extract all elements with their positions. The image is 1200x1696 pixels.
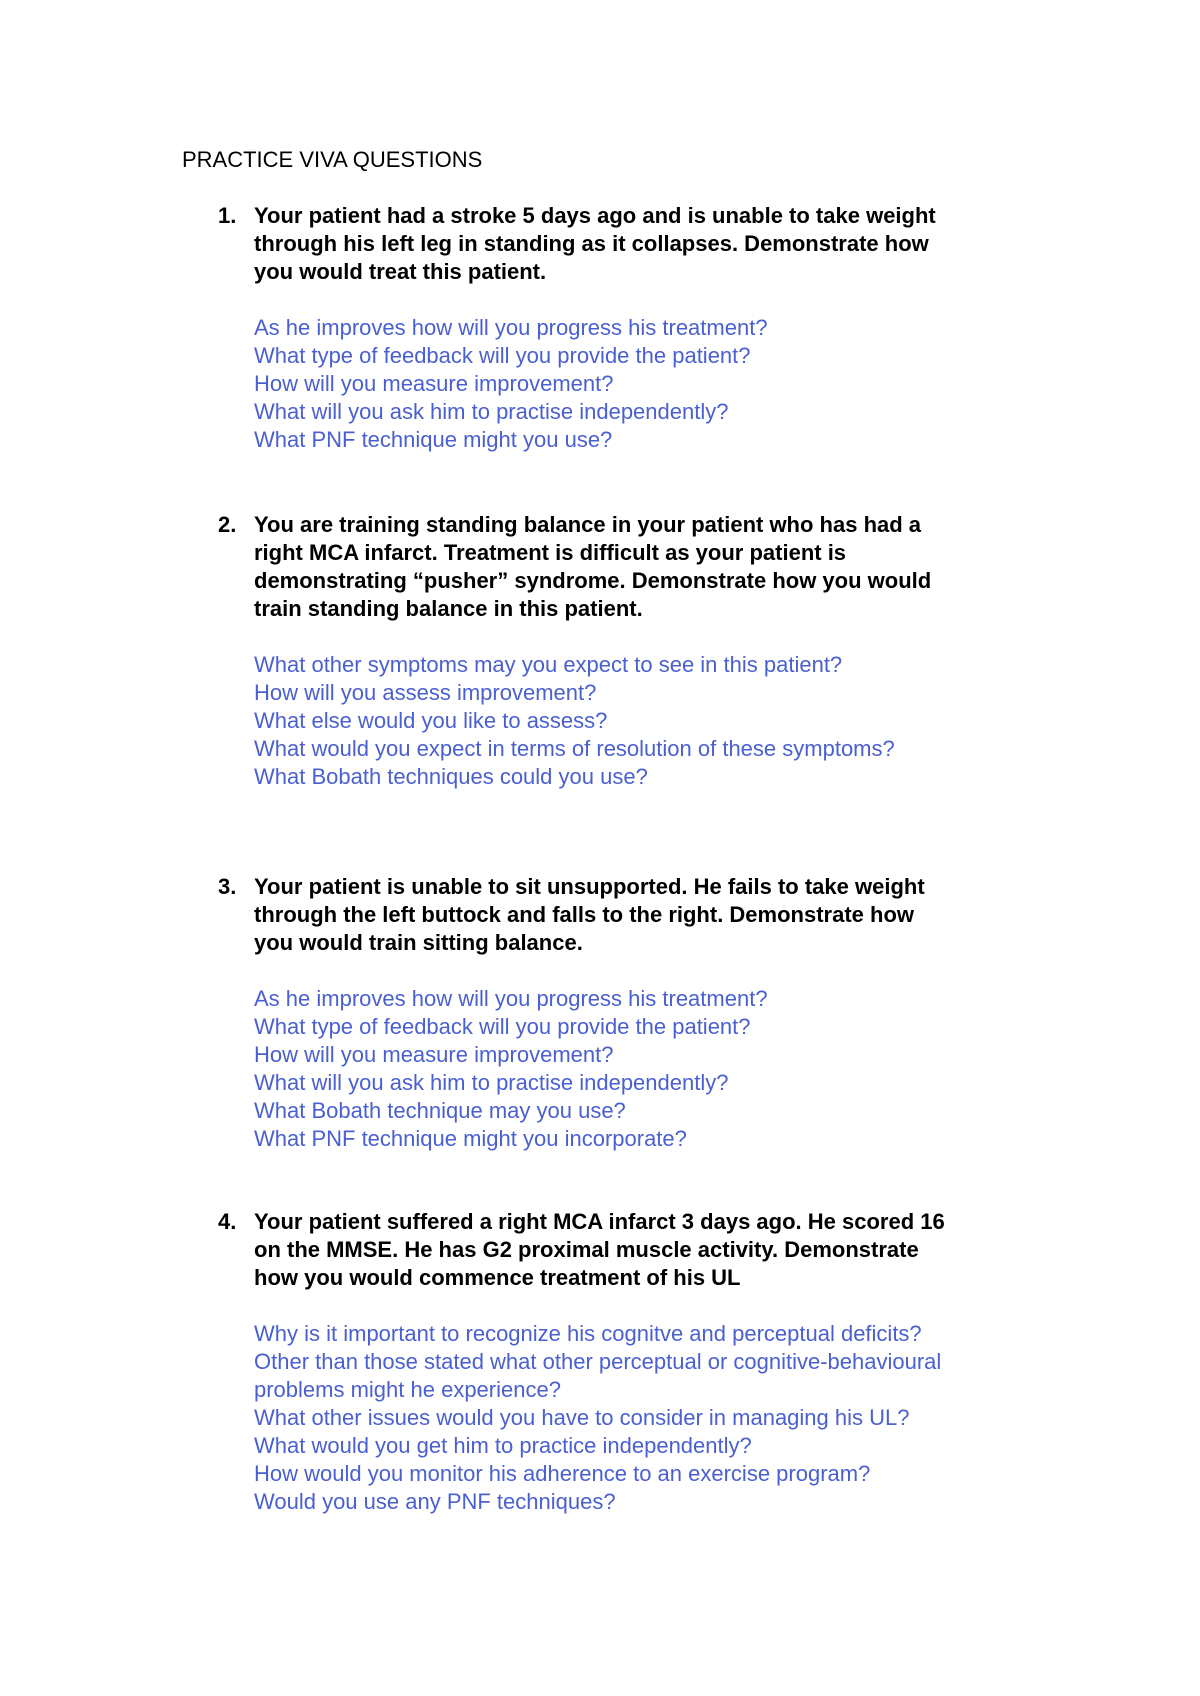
question-4: [182, 1208, 1062, 1516]
followup-question: As he improves how will you progress his treatment?: [254, 315, 768, 340]
question-text: Your patient had a stroke 5 days ago and is unable to take weight through his left leg in standing as it collapses. Demonstrate how you would treat this patient.: [254, 203, 936, 284]
followup-question: How will you assess improvement?: [254, 680, 597, 705]
question-text: Your patient is unable to sit unsupported. He fails to take weight through the left buttock and falls to the right. Demonstrate how you would train sitting balance.: [254, 874, 925, 955]
page-title: PRACTICE VIVA QUESTIONS: [182, 147, 483, 172]
followup-list: [182, 651, 1062, 791]
followup-question: What will you ask him to practise independently?: [254, 1070, 729, 1095]
followup-question: What Bobath technique may you use?: [254, 1098, 626, 1123]
question-3: [182, 873, 1062, 1153]
question-prompt: [182, 202, 1062, 286]
followup-question: What other issues would you have to consider in managing his UL?: [254, 1405, 910, 1430]
followup-question: What PNF technique might you incorporate?: [254, 1126, 687, 1151]
question-number: 1.: [218, 203, 237, 228]
followup-list: [182, 1320, 1062, 1516]
question-prompt: [182, 873, 1062, 957]
question-text: Your patient suffered a right MCA infarct 3 days ago. He scored 16 on the MMSE. He has G2 proximal muscle activity. Demonstrate how you would commence treatment of his UL: [254, 1209, 945, 1290]
question-number: 4.: [218, 1209, 237, 1234]
question-2: [182, 511, 1062, 791]
followup-question: What type of feedback will you provide the patient?: [254, 343, 751, 368]
followup-question: How will you measure improvement?: [254, 371, 614, 396]
followup-question: What type of feedback will you provide the patient?: [254, 1014, 751, 1039]
followup-list: [182, 985, 1062, 1153]
question-1: [182, 202, 1062, 454]
followup-question: Why is it important to recognize his cognitve and perceptual deficits?: [254, 1321, 922, 1346]
question-prompt: [182, 1208, 1062, 1292]
followup-question: Other than those stated what other perceptual or cognitive-behavioural problems might he experience?: [254, 1349, 942, 1402]
question-prompt: [182, 511, 1062, 623]
followup-question: What would you expect in terms of resolution of these symptoms?: [254, 736, 895, 761]
followup-question: What will you ask him to practise independently?: [254, 399, 729, 424]
followup-question: What Bobath techniques could you use?: [254, 764, 648, 789]
followup-question: As he improves how will you progress his treatment?: [254, 986, 768, 1011]
followup-question: What PNF technique might you use?: [254, 427, 613, 452]
followup-question: What would you get him to practice independently?: [254, 1433, 752, 1458]
followup-question: How would you monitor his adherence to an exercise program?: [254, 1461, 871, 1486]
question-number: 2.: [218, 512, 237, 537]
followup-list: [182, 314, 1062, 454]
question-number: 3.: [218, 874, 237, 899]
followup-question: What other symptoms may you expect to see in this patient?: [254, 652, 843, 677]
followup-question: Would you use any PNF techniques?: [254, 1489, 616, 1514]
followup-question: What else would you like to assess?: [254, 708, 608, 733]
question-text: You are training standing balance in your patient who has had a right MCA infarct. Treatment is difficult as your patient is demonstrating “pusher” syndrome. Demonstrate how you would train standing balance in this patient.: [254, 512, 932, 621]
followup-question: How will you measure improvement?: [254, 1042, 614, 1067]
